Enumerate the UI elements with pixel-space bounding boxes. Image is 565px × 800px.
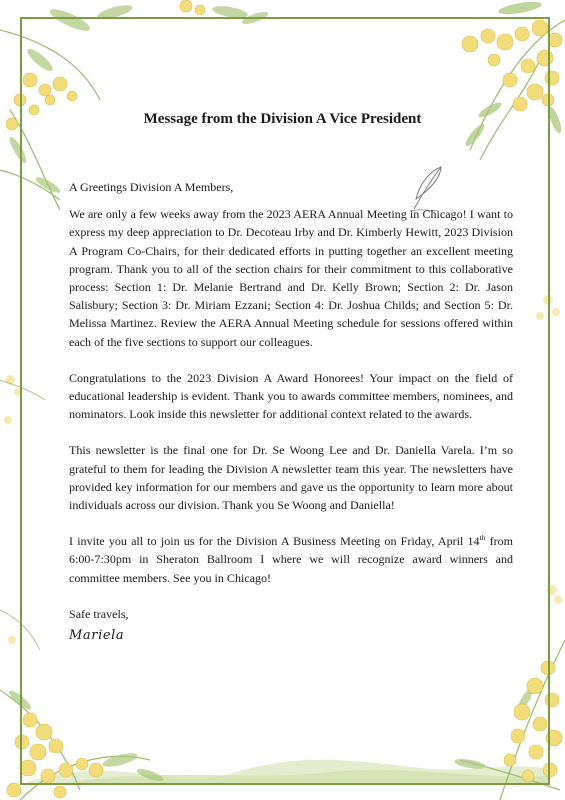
letter-body xyxy=(69,178,513,663)
letter-title: Message from the Division A Vice President xyxy=(143,111,422,127)
invite-text-end: from 6:00-7:30pm in Sheraton Ballroom I where we will recognize award winners and committee members. See you in Chicago! xyxy=(69,534,513,585)
ordinal-suffix: th xyxy=(479,533,486,543)
paragraph-newsletter: This newsletter is the final one for Dr. Se Woong Lee and Dr. Daniella Varela. I’m so grateful to them for leading the Division A newsletter team this year. The newsletters have provided key information for our members and gave us the opportunity to learn more about individuals across our division. Thank you Se Woong and Daniella! xyxy=(69,443,513,513)
invite-text-start: I invite you all to join us for the Division A Business Meeting on Friday, April 14 xyxy=(69,534,480,549)
signature: Mariela xyxy=(69,628,125,644)
closing: Safe travels, xyxy=(69,606,129,621)
paragraph-awards: Congratulations to the 2023 Division A Award Honorees! Your impact on the field of educational leadership is evident. Thank you to awards committee members, nominees, and nominators. Look inside this newsletter for additional context related to the awards. xyxy=(69,370,513,422)
paragraph-invite xyxy=(69,532,513,587)
paragraph-program: We are only a few weeks away from the 2023 AERA Annual Meeting in Chicago! I want to express my deep appreciation to Dr. Decoteau Irby and Dr. Kimberly Hewitt, 2023 Division A Program Co-Chairs, for their dedicated efforts in putting together an excellent meeting program. Thank you to all of the section chairs for their commitment to this collaborative process: Section 1: Dr. Melanie Bertrand and Dr. Kelly Brown; Section 2: Dr. Jason Salisbury; Section 3: Dr. Miriam Ezzani; Section 4: Dr. Joshua Childs; and Section 5: Dr. Melissa Martinez. Review the AERA Annual Meeting schedule for sessions offered within each of the five sections to support our colleagues. xyxy=(69,207,513,349)
greeting: A Greetings Division A Members, xyxy=(69,180,234,194)
